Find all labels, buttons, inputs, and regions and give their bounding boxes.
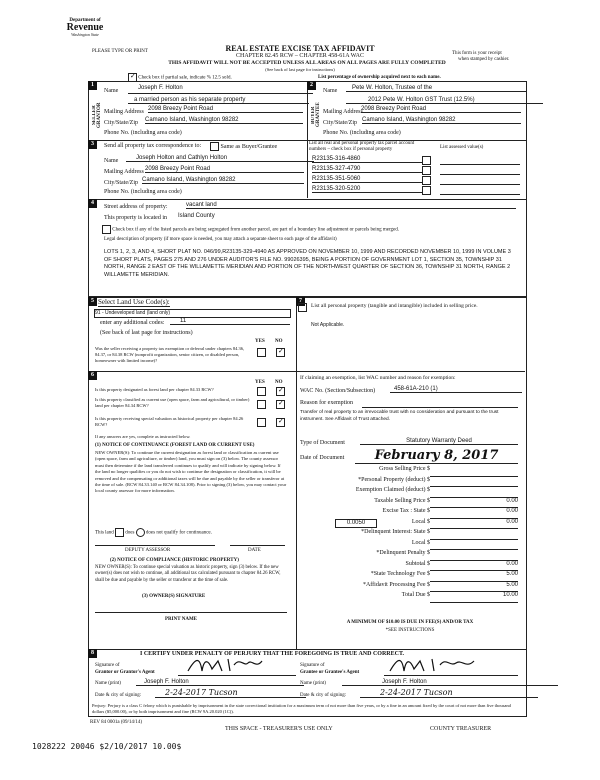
tax-row: [300, 519, 518, 530]
exemption-no-checkbox[interactable]: ✓: [278, 347, 284, 355]
tax-row-value: [430, 529, 518, 540]
current-use-no-checkbox[interactable]: ✓: [278, 399, 284, 407]
form-chapter: CHAPTER 82.45 RCW – CHAPTER 458-61A WAC: [236, 53, 364, 59]
logo-sub: Washington State: [71, 32, 99, 37]
parcel-row: [312, 166, 422, 173]
qualify-label: qualify for continuance.: [163, 530, 212, 536]
parcel-checkbox[interactable]: [422, 186, 431, 195]
segregated-row: [102, 225, 399, 234]
parcel-number: R23135-320-5200: [312, 186, 361, 192]
section-number-4: 4: [88, 199, 97, 208]
segregated-checkbox[interactable]: [102, 225, 111, 234]
personal-label: List all personal property (tangible and intangible) included in selling price.: [311, 303, 478, 309]
grantor-date-city: 2-24-2017 Tucson: [155, 688, 306, 698]
section-number-8: 8: [88, 649, 97, 658]
tax-row-value: 5.00: [430, 582, 518, 593]
tax-row-label: *Delinquent Penalty $: [376, 550, 430, 556]
buyer-phone-label: Phone No. (including area code): [323, 130, 401, 136]
tax-row-label: Excise Tax : State $: [382, 508, 430, 514]
seller-name-label: Name: [104, 88, 119, 94]
owner-signature-line: [95, 612, 287, 613]
assessed-line: [440, 184, 520, 185]
tax-row-value: 10.00: [430, 592, 518, 603]
parcel-row: [312, 156, 422, 163]
grantor-signature: [178, 655, 296, 676]
additional-codes[interactable]: 11: [170, 318, 290, 325]
street-value: vacant land: [186, 202, 516, 209]
tax-row-label: Gross Selling Price $: [379, 466, 430, 472]
corr-mail-label: Mailing Address: [104, 169, 144, 175]
tax-row: [300, 487, 518, 498]
wac-value: 458-61A-210 (1): [390, 386, 522, 393]
tax-row-label: Taxable Selling Price $: [374, 497, 430, 504]
land-use-see-back: (See back of last page for instructions): [100, 330, 193, 336]
tax-row-value: 0.00: [430, 498, 518, 509]
tax-row-label: Local $: [411, 518, 430, 525]
section-number-6: 6: [88, 371, 97, 380]
personal-value: Not Applicable.: [311, 322, 345, 328]
form-revision: REV 84 0001a (09/14/14): [90, 720, 142, 725]
tax-row: [300, 540, 518, 551]
assessed-line: [440, 194, 520, 195]
tax-row: [300, 477, 518, 488]
buyer-name: Pete W. Holton, Trustee of the: [346, 85, 527, 92]
grantor-name-label: Name (print): [95, 681, 121, 686]
does-label: does: [125, 530, 135, 536]
tax-row-value: [430, 477, 518, 488]
corr-name: Joseph Holton and Cathlyn Holton: [126, 155, 314, 162]
local-rate: 0.0050: [335, 519, 377, 528]
parcel-number: R23135-351-5060: [312, 176, 361, 182]
tax-rows: [300, 466, 518, 603]
tax-row-value: [430, 487, 518, 498]
doc-date-value: February 8, 2017: [355, 448, 518, 464]
land-use-select[interactable]: 91 - Undeveloped land (land only): [94, 309, 291, 318]
tax-row: [300, 592, 518, 603]
minimum-note: A MINIMUM OF $10.00 IS DUE IN FEE(S) AND/OR TAX: [346, 620, 474, 625]
exemption-question: Was the seller receiving a property tax exemption or deferral under chapters 84.36, 84.37, or 84.38 RCW (nonprofit organization, senior citizen, or disabled person, homeowner with limited income)?: [95, 346, 245, 363]
reason-label: Reason for exemption: [300, 400, 353, 406]
buyer-side-label: BUYER GRANTEE: [311, 102, 321, 128]
no-header: NO: [275, 339, 283, 344]
buyer-name-2: 2012 Pete W. Holton GST Trust (12.5%): [346, 97, 543, 104]
legal-label: Legal description of property (if more space is needed, you may attach a separate sheet to each page of the affidavit): [104, 237, 337, 242]
parcel-number: R23135-327-4790: [312, 166, 361, 172]
tax-row: [300, 582, 518, 593]
grantor-date-label: Date & city of signing:: [95, 693, 142, 698]
section-number-5: 5: [88, 297, 97, 306]
tax-row: [300, 550, 518, 561]
current-use-yes-checkbox[interactable]: [257, 400, 266, 409]
buyer-mail-label: Mailing Address: [323, 109, 363, 115]
please-type: PLEASE TYPE OR PRINT: [92, 49, 148, 54]
parcel-header: List all real and personal property tax parcel account numbers – check box if personal property: [309, 141, 415, 152]
logo-top: Department of: [69, 18, 101, 23]
personal-checkbox[interactable]: [298, 303, 307, 312]
located-label: This property is located in: [104, 215, 167, 221]
seller-mail-label: Mailing Address: [104, 109, 144, 115]
reason-line: [362, 407, 518, 408]
tax-row-value: [430, 466, 518, 477]
tax-row-label: *State Technology Fee $: [370, 571, 430, 577]
street-label: Street address of property:: [104, 204, 168, 210]
tax-row: [300, 508, 518, 519]
additional-codes-label: enter any additional codes:: [100, 320, 165, 326]
logo-main: Revenue: [66, 22, 104, 33]
tax-row-value: 5.00: [430, 571, 518, 582]
tax-row-label: *Affidavit Processing Fee $: [362, 581, 430, 588]
seller-name-2: a married person as his separate property: [128, 97, 309, 104]
form-title: REAL ESTATE EXCISE TAX AFFIDAVIT: [225, 44, 375, 53]
cashier-stamp: 1028222 20046 $2/10/2017 10.00$: [32, 742, 182, 751]
designation-section: [88, 371, 297, 650]
certify-statement: I CERTIFY UNDER PENALTY OF PERJURY THAT THE FOREGOING IS TRUE AND CORRECT.: [140, 651, 405, 657]
section-number-1: 1: [88, 81, 97, 90]
current-use-question: Is this property classified as current use (open space, farm and agricultural, or timber) land per chapter 84.34 RCW?: [95, 397, 250, 408]
tax-row-label: Local $: [411, 539, 430, 546]
doc-type-label: Type of Document: [300, 440, 345, 446]
section-number-3: 3: [88, 140, 97, 149]
seller-side-label: SELLER GRANTOR: [92, 102, 102, 128]
partial-sale-checkbox[interactable]: ✓: [130, 72, 136, 80]
select-land-use-label: Select Land Use Code(s):: [98, 298, 170, 306]
forest-yes-checkbox[interactable]: [257, 387, 266, 396]
partial-sale-label: Check box if partial sale, indicate % 12.5 sold.: [138, 75, 232, 81]
historic-yes-checkbox[interactable]: [257, 418, 266, 427]
tax-row-label: Total Due $: [401, 592, 430, 598]
receipt-note-2: when stamped by cashier.: [458, 57, 510, 62]
tax-row-value: 0.00: [430, 508, 518, 519]
tax-row-label: Exemption Claimed (deduct) $: [355, 487, 430, 493]
grantor-sig-label-1: Signature of: [95, 663, 120, 668]
tax-row: [300, 466, 518, 477]
reason-value: Transfer of real property to an irrevocable trust with no consideration and pursuant to the trust instrument. See Affidavit of Trust attached.: [300, 410, 499, 422]
continuance-row: [95, 528, 212, 537]
corr-divider: [307, 140, 308, 198]
same-as-buyer-checkbox[interactable]: [210, 142, 219, 151]
grantee-date-label: Date & city of signing:: [300, 693, 347, 698]
parcel-checkbox[interactable]: [422, 176, 431, 185]
seller-phone-label: Phone No. (including area code): [104, 130, 182, 136]
grantee-name-print: Joseph F. Holton: [342, 679, 558, 686]
historic-question: Is this property receiving special valuation as historical property per chapter 84.26 RCW?: [95, 416, 244, 427]
percent-note: List percentage of ownership acquired next to each name.: [318, 75, 441, 80]
county-value: Island County: [178, 213, 215, 219]
notice-compliance-text: NEW OWNER(S): To continue special valuation as historic property, sign (3) below. If the new owner(s) does not wish to continue, all additional tax calculated pursuant to chapter 84.26 RCW, shall be due and payable by the seller or transferor at the time of sale.: [95, 565, 281, 583]
parcel-row: [312, 186, 422, 193]
exemption-yes-checkbox[interactable]: [257, 348, 266, 357]
seller-mail: 2098 Breezy Point Road: [148, 106, 303, 113]
tax-row: [300, 498, 518, 509]
this-land-label: This land: [95, 530, 114, 536]
tax-row: [300, 561, 518, 572]
no-header-6: NO: [275, 380, 283, 385]
grantor-name-print: Joseph F. Holton: [136, 679, 304, 686]
section-number-2: 2: [307, 81, 316, 90]
print-name-label: PRINT NAME: [165, 617, 197, 622]
parcel-number: R23135-316-4860: [312, 156, 361, 162]
forest-question: Is this property designated as forest land per chapter 84.33 RCW?: [95, 387, 214, 392]
grantee-signature-icon: [384, 655, 518, 675]
assessed-header: List assessed value(s): [440, 145, 484, 150]
grantor-sig-label-2: Grantor or Grantor's Agent: [95, 670, 155, 675]
send-label: Send all property tax correspondence to:: [104, 143, 202, 149]
forest-no-checkbox[interactable]: ✓: [278, 386, 284, 394]
exemption-label: If claiming an exemption, list WAC number and reason for exemption:: [300, 375, 456, 381]
doc-type-value: Statutory Warranty Deed: [360, 438, 518, 445]
property-section: [88, 199, 527, 297]
tax-row-value: 0.00: [430, 561, 518, 572]
perjury-note: Perjury: Perjury is a class C felony which is punishable by imprisonment in the state correctional institution for a maximum term of not more than five years, or by a fine in an amount fixed by the court of not more than five thousand dollars ($5,000.00), or by both imprisonment and fine (RCW 9A.20.020 (1C)).: [92, 703, 511, 714]
tax-row-label: *Delinquent Interest: State $: [361, 529, 430, 535]
notice-continuance-text: NEW OWNER(S): To continue the current designation as forest land or classification as current use (open space, farm and agriculture, or timber) land, you must sign on (3) below. The county assessor must then determine if the land transferred continues to qualify and will indicate by signing below. If the land no longer qualifies or you do not wish to continue the designation or classification, it will be removed and the compensating or additional taxes will be due and payable by the seller or transferor at the time of sale. (RCW 84.33.140 or RCW 84.34.108). Prior to signing (3) below, you may contact your local county assessor for more information.: [95, 450, 287, 494]
doc-date-label: Date of Document: [300, 455, 345, 461]
date-line: [230, 545, 285, 546]
same-as-buyer: [210, 142, 277, 151]
date-label: DATE: [248, 548, 261, 553]
county-treasurer: COUNTY TREASURER: [430, 726, 492, 732]
grantee-sig-label-2: Grantee or Grantee's Agent: [300, 670, 360, 675]
grantee-name-label: Name (print): [300, 681, 326, 686]
section-number-7: 7: [296, 297, 305, 306]
deputy-label: DEPUTY ASSESSOR: [125, 548, 171, 553]
treasurer-use: THIS SPACE - TREASURER'S USE ONLY: [225, 726, 333, 732]
grantee-signature: [384, 655, 518, 676]
personal-box: [298, 303, 307, 312]
tax-row-value: [430, 540, 518, 551]
parcel-checkbox[interactable]: [422, 156, 431, 165]
tax-row-value: [430, 550, 518, 561]
corr-city: Camano Island, Washington 98282: [142, 177, 304, 184]
dept-logo: [60, 18, 110, 37]
assessed-line: [440, 164, 520, 165]
deputy-line: [95, 545, 215, 546]
parcel-row: [312, 176, 422, 183]
wac-label: WAC No. (Section/Subsection): [300, 388, 376, 394]
see-back-note: (See back of last page for instructions): [265, 67, 335, 72]
grantee-sig-label-1: Signature of: [300, 663, 325, 668]
corr-phone-label: Phone No. (including area code): [104, 189, 182, 195]
complete-note: If any answers are yes, complete as instructed below.: [95, 434, 191, 439]
notice-compliance-title: (2) NOTICE OF COMPLIANCE (HISTORIC PROPERTY): [110, 558, 239, 563]
buyer-city-label: City/State/Zip: [323, 120, 357, 126]
historic-no-checkbox[interactable]: ✓: [278, 417, 284, 425]
assessed-line: [440, 174, 520, 175]
segregated-label: Check box if any of the listed parcels are being segregated from another parcel, are part of a boundary line adjustment or parcels being merged.: [112, 227, 399, 233]
tax-row: [300, 571, 518, 582]
grantee-date-city: 2-24-2017 Tucson: [360, 688, 538, 698]
yes-header: YES: [255, 339, 265, 344]
does-not-label: does not: [145, 530, 163, 536]
same-as-buyer-label: Same as Buyer/Grantee: [220, 143, 278, 150]
tax-row-label: Subtotal $: [405, 560, 430, 567]
yes-header-6: YES: [255, 380, 265, 385]
corr-city-label: City/State/Zip: [104, 180, 138, 186]
buyer-city: Camano Island, Washington 98282: [362, 117, 521, 124]
notice-continuance-title: (1) NOTICE OF CONTINUANCE (FOREST LAND OR CURRENT USE): [95, 443, 255, 448]
see-instructions: *SEE INSTRUCTIONS: [385, 628, 435, 633]
tax-row-value: 0.00: [430, 519, 518, 530]
does-not-checkbox[interactable]: [136, 528, 145, 537]
section7-divider: [296, 371, 525, 372]
does-checkbox[interactable]: [115, 528, 124, 537]
grantor-signature-icon: [178, 655, 296, 675]
seller-name: Joseph F. Holton: [128, 85, 313, 94]
seller-city-label: City/State/Zip: [104, 120, 138, 126]
tax-row-label: *Personal Property (deduct) $: [358, 476, 430, 483]
parcel-checkbox[interactable]: [422, 166, 431, 175]
seller-city: Camano Island, Washington 98282: [145, 117, 303, 124]
buyer-mail: 2098 Breezy Point Road: [361, 106, 521, 113]
owner-signature-label: (3) OWNER(S) SIGNATURE: [142, 594, 206, 599]
corr-name-label: Name: [104, 158, 119, 164]
legal-description: LOTS 1, 2, 3, AND 4, SHORT PLAT NO. 046/99,R23135-329-4940 AS APPROVED ON NOVEMBER 10, 1999 AND RECORDED NOVEMBER 10, 1999 IN VOLUME 3 OF SHORT PLATS, PAGES 275 AND 276 UNDER AUDITOR'S FILE NO. 99026395, BEING A PORTION OF GOVERNMENT LOT 1, SECTION 35, TOWNSHIP 31 NORTH, RANGE 2 EAST OF THE WILLAMETTE MERIDIAN AND PORTION OF THE NORTHWEST QUARTER OF SECTION 36, TOWNSHIP 31 NORTH, RANGE 2 WILLAMETTE MERIDIAN.: [104, 249, 511, 278]
corr-mail: 2098 Breezy Point Road: [145, 166, 304, 173]
receipt-note-1: This form is your receipt: [452, 51, 502, 56]
buyer-name-label: Name: [323, 88, 338, 94]
form-warning: THIS AFFIDAVIT WILL NOT BE ACCEPTED UNLESS ALL AREAS ON ALL PAGES ARE FULLY COMPLETED: [168, 60, 446, 66]
tax-row: [300, 529, 518, 540]
